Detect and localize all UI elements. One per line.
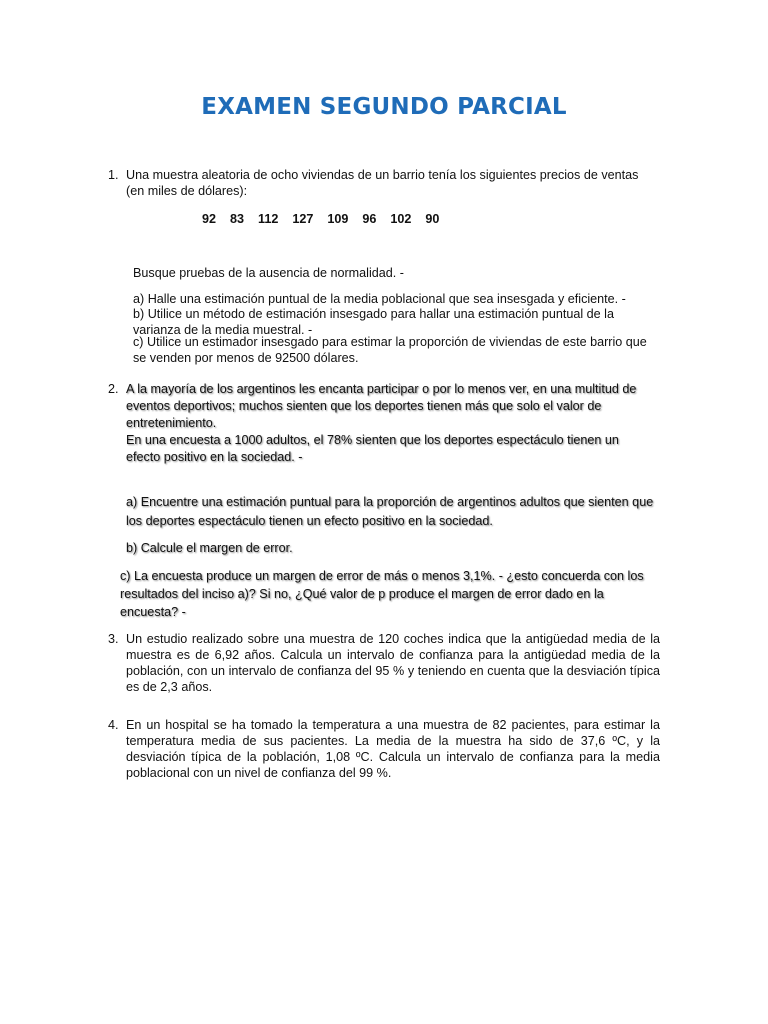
q1-part-b: b) Utilice un método de estimación insesgado para hallar una estimación puntual de la varianza de la media muestral. - xyxy=(133,307,614,337)
q2-part-a: a) Encuentre una estimación puntual para la proporción de argentinos adultos que sienten que los deportes espectáculo tienen un efecto positivo en la sociedad. xyxy=(126,495,654,528)
q2-intro: A la mayoría de los argentinos les encanta participar o por lo menos ver, en una multitud de eventos deportivos; muchos sienten que los deportes tienen más que solo el valor de entretenimiento. xyxy=(126,382,637,430)
q1-intro: Una muestra aleatoria de ocho viviendas de un barrio tenía los siguientes precios de ventas (en miles de dólares): xyxy=(126,168,639,198)
price-value: 96 xyxy=(362,212,377,226)
price-value: 92 xyxy=(202,212,217,226)
price-value: 102 xyxy=(390,212,412,226)
price-value: 127 xyxy=(292,212,314,226)
q1-number: 1. xyxy=(108,168,119,182)
q2-survey: En una encuesta a 1000 adultos, el 78% sienten que los deportes espectáculo tienen un efecto positivo en la sociedad. - xyxy=(126,433,619,464)
q4-text: En un hospital se ha tomado la temperatura a una muestra de 82 pacientes, para estimar la temperatura media de sus pacientes. La media de la muestra ha sido de 37,6 ºC, y la desviación típica de la población, 1,08 ºC. Calcula un intervalo de confianza para la media poblacional con un nivel de confianza del 99 %. xyxy=(126,718,660,780)
q3-number: 3. xyxy=(108,632,119,646)
q4-number: 4. xyxy=(108,718,119,732)
page-title: EXAMEN SEGUNDO PARCIAL xyxy=(201,94,567,120)
price-value: 109 xyxy=(327,212,349,226)
q1-prices-row xyxy=(202,211,453,227)
price-value: 83 xyxy=(230,212,245,226)
price-value: 90 xyxy=(425,212,440,226)
q2-number: 2. xyxy=(108,382,119,396)
q1-part-c: c) Utilice un estimador insesgado para estimar la proporción de viviendas de este barrio que se venden por menos de 92500 dólares. xyxy=(133,335,647,365)
q1-normality: Busque pruebas de la ausencia de normalidad. - xyxy=(133,266,404,280)
q3-text: Un estudio realizado sobre una muestra de 120 coches indica que la antigüedad media de la muestra es de 6,92 años. Calcula un intervalo de confianza para la antigüedad media de la población, con un intervalo de confianza del 95 % y teniendo en cuenta que la desviación típica es de 2,3 años. xyxy=(126,632,660,694)
q2-part-b: b) Calcule el margen de error. xyxy=(126,541,293,555)
q1-part-a: a) Halle una estimación puntual de la media poblacional que sea insesgada y eficiente. - xyxy=(133,292,626,306)
q2-part-c: c) La encuesta produce un margen de error de más o menos 3,1%. - ¿esto concuerda con los resultados del inciso a)? Si no, ¿Qué valor de p produce el margen de error dado en la encuesta? - xyxy=(120,569,644,619)
price-value: 112 xyxy=(258,212,279,226)
